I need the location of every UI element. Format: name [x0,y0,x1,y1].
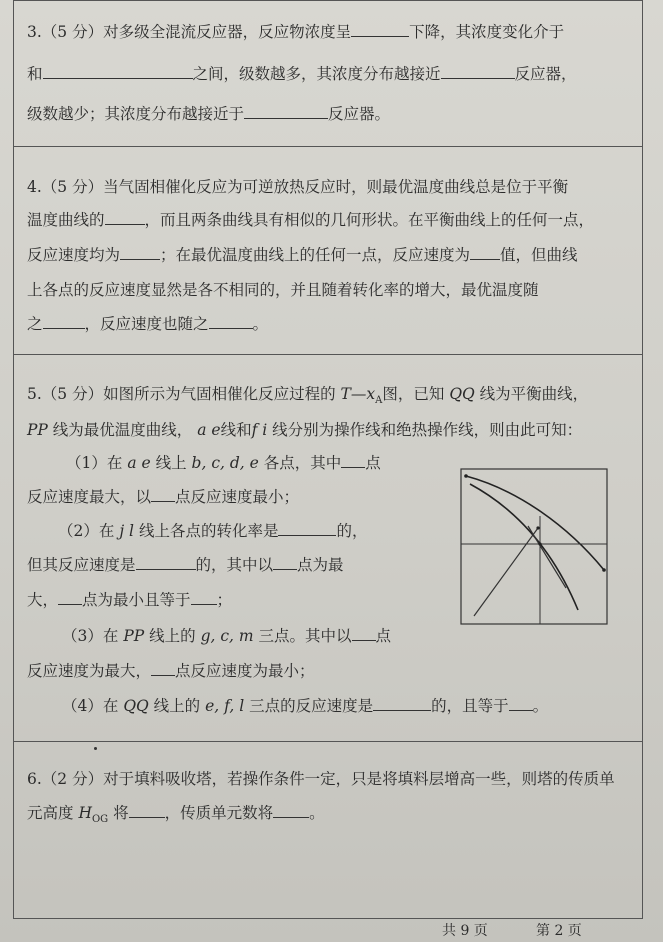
q5-text: 各点，其中 [263,454,342,472]
q3-line3 [27,104,390,124]
q5-text: 点 [365,454,381,472]
q5-text: 5.（5 分）如图所示为气固相催化反应过程的 [27,385,336,403]
q5-text: 点为最 [297,556,344,574]
q5-text: 线上的 [149,627,196,645]
q4-line3 [27,245,578,265]
q6-blank-2[interactable] [273,803,309,818]
q4-blank-3[interactable] [470,245,500,260]
q5-blank-1[interactable] [341,453,365,468]
q5-blank-5[interactable] [273,555,297,570]
q5-text: 点反应速度为最小； [175,662,315,680]
q5-sub1-line2 [27,487,299,507]
q5-sub1-line1 [66,453,381,473]
footer-total-pages: 共 9 页 [442,923,488,939]
q4-line5 [27,314,268,334]
divider-q4-q5 [13,354,643,355]
q5-text: 线分别为操作线和绝热操作线，则由此可知： [272,421,583,439]
q4-text: 之 [27,315,43,333]
q5-text: 但其反应速度是 [27,556,136,574]
q4-text: ，反应速度也随之 [84,315,209,333]
q5-text: （4）在 [62,697,119,715]
q5-text: （2）在 [58,522,115,540]
q5-blank-6[interactable] [58,590,82,605]
q3-text: 3.（5 分）对多级全混流反应器，反应物浓度呈 [27,23,352,41]
q6-line2 [27,803,325,830]
q5-blank-3[interactable] [278,521,336,536]
q5-math-sub: A [375,395,383,407]
fi-adiabatic-line [528,526,566,588]
q3-blank-4[interactable] [244,104,328,119]
q5-math: a e [197,421,221,439]
q5-text: 线为平衡曲线， [479,385,589,403]
q5-text: 反应速度为最大， [27,662,152,680]
q4-text: 温度曲线的 [27,211,105,229]
q6-math: H [78,804,92,822]
q6-text: 元高度 [27,804,74,822]
q4-line2 [27,210,594,230]
q5-math: T—x [340,385,376,403]
q5-sub2-line3 [27,590,232,610]
q6-text: ，传质单元数将 [164,804,274,822]
divider-q5-q6 [13,741,643,742]
qq-equilibrium-curve [466,476,604,570]
q5-text: 的，且等于 [431,697,509,715]
q5-line1 [27,384,588,411]
q4-line1 [27,177,568,197]
q3-text: 之间，级数越多，其浓度分布越接近 [192,65,441,83]
q5-text: 线和 [220,421,252,439]
q5-math: QQ [123,697,149,715]
q5-text: 的， [336,522,368,540]
top-rule [13,0,643,1]
q4-blank-5[interactable] [209,314,253,329]
q5-text: 线上的 [153,697,201,715]
divider-q3-q4 [13,146,643,147]
q3-blank-2[interactable] [43,64,193,79]
q5-blank-4[interactable] [136,555,196,570]
q3-text: 级数越少；其浓度分布越接近于 [27,105,245,123]
q5-text: 反应速度最大，以 [27,488,152,506]
q5-sub2-line2 [27,555,344,575]
point-marker [536,526,539,529]
q5-text: 大， [27,591,59,609]
q4-text: 上各点的反应速度显然是各不相同的，并且随着转化率的增大，最优温度随 [27,281,539,299]
q4-text: 值，但曲线 [500,246,578,264]
q5-text: ； [216,591,233,609]
q6-text: 6.（2 分）对于填料吸收塔，若操作条件一定，只是将填料层增高一些，则塔的传质单 [27,770,615,788]
q3-text: 反应器。 [328,105,391,123]
q4-text: 反应速度均为 [27,246,121,264]
q5-math: f i [251,421,268,439]
footer-page-number: 第 2 页 [536,923,582,939]
q5-text: （1）在 [66,454,123,472]
q3-text: 反应器， [514,65,577,83]
q5-text: 点 [375,627,392,645]
q5-text: 图，已知 [382,385,445,403]
q5-text: 的，其中以 [195,556,274,574]
q6-text: 。 [309,804,325,822]
q5-math: e, f, l [205,697,245,715]
q5-sub3-line1 [62,626,391,646]
q4-text: ；在最优温度曲线上的任何一点，反应速度为 [160,246,471,264]
q5-blank-2[interactable] [151,487,175,502]
q3-line1 [27,22,564,42]
q5-blank-11[interactable] [509,696,533,711]
q5-math: QQ [449,385,475,403]
q5-blank-9[interactable] [151,661,175,676]
q5-blank-10[interactable] [373,696,431,711]
q5-blank-7[interactable] [191,590,217,605]
q5-text: 。 [532,697,549,715]
q5-text: （3）在 [62,627,119,645]
q5-sub2-line1 [58,521,367,541]
q6-math-sub: OG [91,814,109,826]
q4-blank-4[interactable] [43,314,85,329]
q6-line1 [27,769,615,789]
q3-line2 [27,64,577,84]
point-marker [464,474,468,478]
point-marker [538,542,541,545]
q5-text: 线上 [155,454,187,472]
q5-sub4-line1 [62,696,548,716]
q5-text: 点反应速度最小； [175,488,300,506]
q4-blank-2[interactable] [120,245,160,260]
q4-line4 [27,280,539,300]
q4-text: 。 [252,315,269,333]
q3-blank-3[interactable] [441,64,515,79]
point-marker [602,568,606,572]
q5-text: 线上各点的转化率是 [138,522,279,540]
q5-text: 点为最小且等于 [82,591,191,609]
q5-sub3-line2 [27,661,315,681]
q6-text: 将 [113,804,129,822]
q5-math: PP [27,421,48,439]
q5-math: b, c, d, e [191,454,259,472]
q5-math: a e [127,454,151,472]
ae-operating-line [474,528,538,616]
footer-rule [13,918,643,919]
q3-text: 和 [27,65,43,83]
stray-dot [94,747,97,750]
q5-text: 线为最优温度曲线， [52,421,193,439]
q3-blank-1[interactable] [351,22,409,37]
q5-math: g, c, m [200,627,254,645]
q6-blank-1[interactable] [129,803,165,818]
q5-text: 三点。其中以 [258,627,352,645]
q4-text: 4.（5 分）当气固相催化反应为可逆放热反应时，则最优温度曲线总是位于平衡 [27,178,569,196]
q3-text: 下降，其浓度变化介于 [409,23,565,41]
q5-blank-8[interactable] [352,626,376,641]
q5-math: PP [123,627,145,645]
q5-math: j l [119,522,135,540]
q5-text: 三点的反应速度是 [249,697,374,715]
t-xa-diagram [458,466,610,628]
q4-text: ，而且两条曲线具有相似的几何形状。在平衡曲线上的任何一点， [144,211,595,229]
q5-line2 [27,420,582,440]
q4-blank-1[interactable] [105,210,145,225]
